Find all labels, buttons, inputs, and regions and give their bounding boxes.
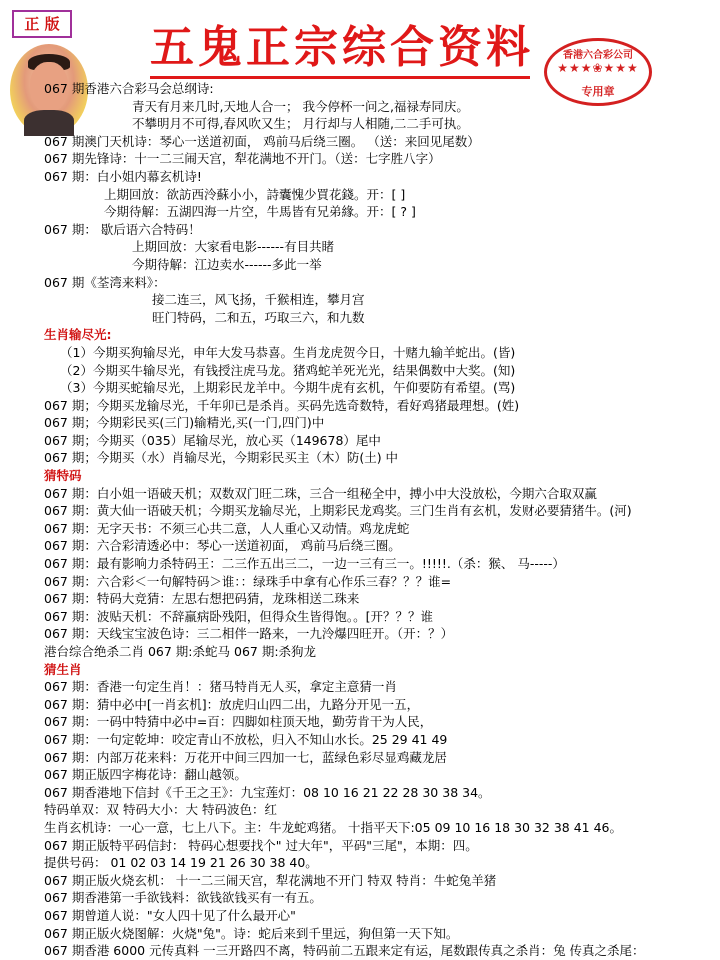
text-line: 067 期香港六合彩马会总纲诗: [44, 81, 214, 96]
text-line: 生肖玄机诗：一心一意，七上八下。主：牛龙蛇鸡猪。 十指平天下:05 09 10 16 18 30 32 38 41 46。 [44, 819, 623, 835]
seal-stars: ★★★❀★★★ [557, 61, 639, 75]
text-line: 067 期先锋诗：十一二三闹天宫，犁花满地不开门。（送：七字胜八字） [44, 151, 441, 167]
text-line: 067 期；今期买（035）尾输尽光，放心买（149678）尾中 [44, 432, 381, 448]
seal-top-text: 香港六合彩公司 [563, 50, 633, 61]
text-line: 067 期：六合彩＜一句解特码＞谁：：绿珠手中拿有心作乐三春？？？谁= [44, 573, 452, 589]
text-line: 港台综合绝杀二肖 067 期:杀蛇马 067 期:杀狗龙 [44, 644, 317, 659]
text-line: 067 期正版火烧玄机： 十一二三闹天宫，犁花满地不开门 特双 特肖：牛蛇兔羊猪 [44, 872, 497, 888]
text-line: （1）今期买狗输尽光，申年大发马恭喜。生肖龙虎贺今日，十赌九输羊蛇出。(皆) [60, 344, 516, 360]
document-body [44, 80, 714, 960]
text-line: 067 期：六合彩清透必中：琴心一送道初面， 鸡前马后绕三圈。 [44, 538, 401, 554]
text-line: 067 期：白小姐一语破天机；双数双门旺二珠，三合一组秘全中，搏小中大没放松，今期六合取双赢 [44, 485, 597, 501]
text-line: 旺门特码，二和五，巧取三六，和九数 [152, 309, 365, 325]
text-line: （3）今期买蛇输尽光，上期彩民龙羊中。今期牛虎有玄机，午仰要防有希望。(骂) [60, 380, 516, 396]
text-line: 上期回放：大家看电影------有目共睹 [132, 239, 335, 255]
text-line: 067 期：白小姐内幕玄机诗! [44, 168, 202, 184]
seal-bottom-text: 专用章 [581, 85, 615, 98]
section-heading: 猜生肖 [44, 661, 82, 677]
edition-badge: 正 版 [12, 10, 72, 38]
text-line: 今期待解：五湖四海一片空，牛馬皆有兄弟緣。开：[ ? ] [104, 204, 416, 220]
section-heading: 生肖输尽光: [44, 327, 112, 343]
text-line: 上期回放：欲訪西泠蘇小小，詩囊愧少買花錢。开：[ ] [104, 186, 406, 202]
text-line: 今期待解：江边卖水------多此一举 [132, 256, 322, 272]
text-line: 067 期：特码大竞猜：左思右想把码猜，龙珠相送二珠来 [44, 591, 360, 607]
text-line: 067 期正版火烧图解：火烧"兔"。诗：蛇后来到千里远，狗但第一天下知。 [44, 925, 459, 941]
text-line: 067 期；今期买龙输尽光，千年卯已是杀肖。买码先选奇数特，看好鸡猪最理想。(姓) [44, 397, 520, 413]
text-line: 067 期：一句定乾坤：咬定青山不放松，归入不知山水长。25 29 41 49 [44, 731, 448, 747]
text-line: 067 期香港第一手欲钱料：欲钱欲钱买有一有五。 [44, 890, 322, 906]
text-line: 067 期：内部万花来料：万花开中间三四加一七，蓝绿色彩尽显鸡藏龙居 [44, 749, 447, 765]
text-line: 067 期：黄大仙一语破天机；今期买龙输尽光，上期彩民龙鸡奖。三门生肖有玄机，发财必要猜猪牛。(河) [44, 503, 632, 519]
text-line: 067 期：无字天书：不须三心共二意，人人重心又动情。鸡龙虎蛇 [44, 520, 410, 536]
text-line: 067 期：一码中特猜中必中=百：四脚如柱顶天地，勤劳肯干为人民， [44, 714, 433, 730]
text-line: 067 期正版四字梅花诗：翻山越领。 [44, 767, 247, 783]
text-line: 067 期：波贴天机：不辞羸病卧残阳，但得众生皆得饱。。[开？？？谁 [44, 608, 433, 624]
text-line: 青天有月来几时,天地人合一； 我今停杯一问之,福禄寿同庆。 [132, 98, 469, 114]
text-line: 067 期曾道人说："女人四十见了什么最开心" [44, 907, 296, 923]
text-line: 067 期香港地下信封《千王之王》：九宝莲灯：08 10 16 21 22 28 30 38 34。 [44, 784, 491, 800]
text-line: 067 期：天线宝宝波色诗：三二相伴一路来，一九泠爆四旺开。（开：？） [44, 626, 454, 642]
text-line: 067 期；今期买（水）肖输尽光，今期彩民买主（木）防(土) 中 [44, 450, 399, 466]
text-line: 067 期： 歇后语六合特码！ [44, 221, 201, 237]
text-line: 067 期《荃湾来料》： [44, 274, 166, 290]
text-line: 067 期香港 6000 元传真料 一三开路四不离，特码前二五跟来定有运，尾数跟传真之杀肖：兔 传真之杀尾： [44, 943, 645, 959]
text-line: 067 期；今期彩民买(三门)输精光,买(一门,四门)中 [44, 415, 325, 431]
title-underline [150, 76, 530, 79]
text-line: 接二连三，风飞扬，千猴相连，攀月宫 [152, 292, 365, 308]
text-line: 067 期澳门天机诗：琴心一送道初面， 鸡前马后绕三圈。 （送：来回见尾数） [44, 133, 480, 149]
text-line: 067 期：猜中必中[一肖玄机]：放虎归山四二出，九路分开见一五， [44, 696, 420, 712]
text-line: 067 期：香港一句定生肖！：猪马特肖无人买，拿定主意猜一肖 [44, 679, 397, 695]
text-line: 067 期正版特平码信封： 特码心想要找个" 过大年"，平码"三尾"，本期：四。 [44, 837, 478, 853]
text-line: （2）今期买牛输尽光，有钱授注虎马龙。猪鸡蛇羊死光光，结果偶数中大奖。(知) [60, 362, 516, 378]
text-line: 特码单双：双 特码大小：大 特码波色：红 [44, 802, 277, 818]
section-heading: 猜特码 [44, 468, 82, 484]
text-line: 067 期：最有影响力杀特码王：二三作五出三二，一边一三有三一。!!!!!.（杀：猴、 马-----） [44, 556, 565, 572]
text-line: 提供号码： 01 02 03 14 19 21 26 30 38 40。 [44, 855, 318, 871]
text-line: 不攀明月不可得,春风吹又生； 月行却与人相随,二二手可执。 [132, 116, 469, 132]
page-title: 五鬼正宗综合资料 [150, 22, 534, 73]
